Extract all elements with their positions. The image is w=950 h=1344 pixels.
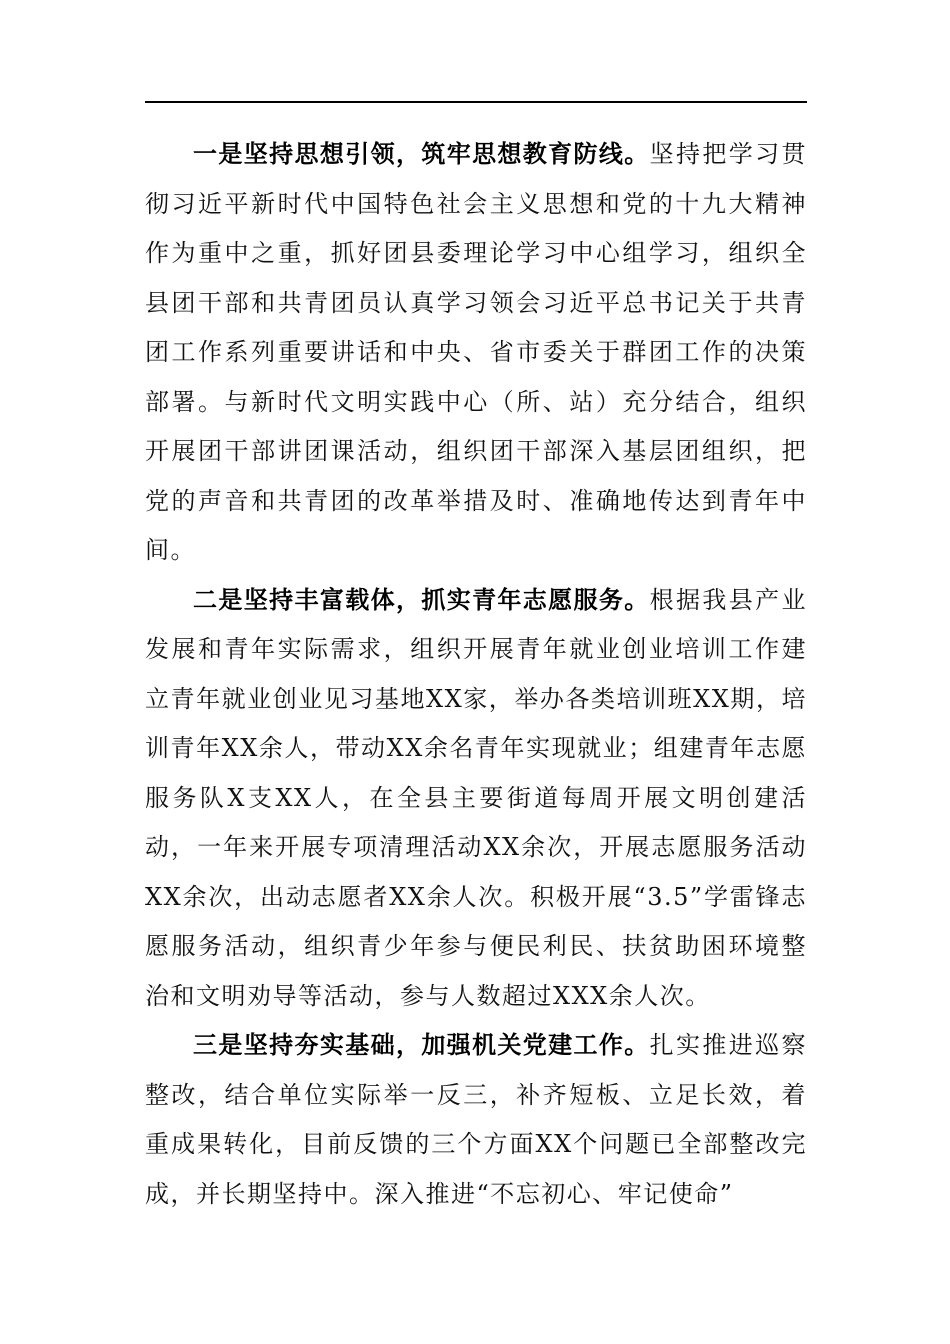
document-body (145, 130, 807, 1219)
paragraph-3-body: 扎实推进巡察整改，结合单位实际举一反三，补齐短板、立足长效，着重成果转化，目前反馈的三个方面XX个问题已全部整改完成，并长期坚持中。深入推进“不忘初心、牢记使命” (145, 1031, 808, 1208)
paragraph-1-body: 坚持把学习贯彻习近平新时代中国特色社会主义思想和党的十九大精神作为重中之重，抓好团县委理论学习中心组学习，组织全县团干部和共青团员认真学习领会习近平总书记关于共青团工作系列重要讲话和中央、省市委关于群团工作的决策部署。与新时代文明实践中心（所、站）充分结合，组织开展团干部讲团课活动，组织团干部深入基层团组织，把党的声音和共青团的改革举措及时、准确地传达到青年中间。 (145, 140, 808, 564)
paragraph-1-lead: 一是坚持思想引领，筑牢思想教育防线。 (193, 140, 650, 168)
paragraph-2 (145, 576, 807, 1022)
paragraph-3-lead: 三是坚持夯实基础，加强机关党建工作。 (193, 1031, 650, 1059)
paragraph-2-lead: 二是坚持丰富载体，抓实青年志愿服务。 (193, 585, 650, 614)
paragraph-1 (145, 130, 807, 576)
paragraph-3 (145, 1021, 807, 1219)
header-rule (145, 101, 807, 103)
paragraph-2-body: 根据我县产业发展和青年实际需求，组织开展青年就业创业培训工作建立青年就业创业见习基地XX家，举办各类培训班XX期，培训青年XX余人，带动XX余名青年实现就业；组建青年志愿服务队X支XX人，在全县主要街道每周开展文明创建活动，一年来开展专项清理活动XX余次，开展志愿服务活动XX余次，出动志愿者XX余人次。积极开展“3.5”学雷锋志愿服务活动，组织青少年参与便民利民、扶贫助困环境整治和文明劝导等活动，参与人数超过XXX余人次。 (145, 585, 808, 1010)
